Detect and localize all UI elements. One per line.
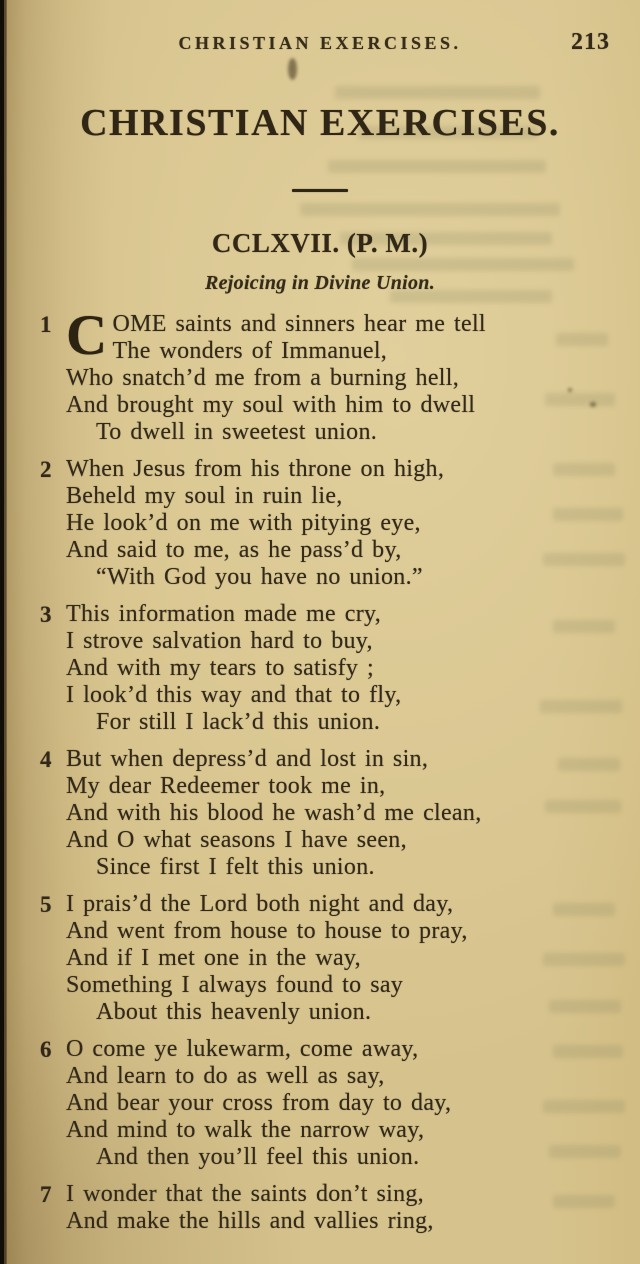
drop-cap: C (66, 304, 108, 367)
verse-line: When Jesus from his throne on high, (66, 456, 445, 482)
hymn-subtitle: Rejoicing in Divine Union. (204, 272, 436, 294)
verse (38, 891, 610, 1026)
verse-line: And then you’ll feel this union. (96, 1144, 420, 1170)
verses (38, 304, 610, 1245)
verse (38, 304, 610, 446)
verse-number: 3 (40, 602, 52, 627)
verse-line: “With God you have no union.” (96, 564, 423, 590)
verse (38, 746, 610, 881)
verse-line: O come ye lukewarm, come away, (66, 1036, 419, 1062)
verse-number: 5 (40, 892, 52, 917)
verse-lines (66, 456, 610, 591)
verse-line: To dwell in sweetest union. (96, 419, 378, 445)
verse-line: And with my tears to satisfy ; (66, 655, 374, 681)
verse-line: I strove salvation hard to buy, (66, 628, 373, 654)
verse-line: He look’d on me with pitying eye, (66, 510, 421, 536)
verse-line: Something I always found to say (66, 972, 404, 998)
verse-line: And with his blood he wash’d me clean, (66, 800, 482, 826)
verse-line: The wonders of Immanuel, (112, 338, 388, 364)
verse-line: OME saints and sinners hear me tell (112, 311, 486, 337)
title-divider-rule (292, 189, 348, 192)
verse-number: 6 (40, 1037, 52, 1062)
verse-line: And went from house to house to pray, (66, 918, 468, 944)
verse-lines (66, 1181, 610, 1235)
verse-lines (66, 746, 610, 881)
bleed-through-text-ghost (352, 258, 574, 271)
verse-number: 7 (40, 1182, 52, 1207)
verse-line: I wonder that the saints don’t sing, (66, 1181, 424, 1207)
verse-line: And make the hills and vallies ring, (66, 1208, 434, 1234)
verse (38, 456, 610, 591)
verse-lines (66, 1036, 610, 1171)
verse-line: This information made me cry, (66, 601, 382, 627)
verse-number: 4 (40, 747, 52, 772)
hymn-number-heading: CCLXVII. (P. M.) (211, 228, 429, 258)
page-number: 213 (571, 29, 610, 55)
verse (38, 1036, 610, 1171)
verse-line: But when depress’d and lost in sin, (66, 746, 429, 772)
verse-line: And brought my soul with him to dwell (66, 392, 476, 418)
verse-line: Beheld my soul in ruin lie, (66, 483, 343, 509)
verse-number: 2 (40, 457, 52, 482)
bleed-through-text-ghost (335, 86, 540, 99)
verse-lines (66, 601, 610, 736)
verse-line: And learn to do as well as say, (66, 1063, 385, 1089)
verse-lines (66, 891, 610, 1026)
verse-line: And mind to walk the narrow way, (66, 1117, 425, 1143)
ink-smudge (288, 58, 297, 80)
verse (38, 601, 610, 736)
bleed-through-text-ghost (328, 160, 546, 173)
verse-line: I prais’d the Lord both night and day, (66, 891, 454, 917)
verse-line: And O what seasons I have seen, (66, 827, 407, 853)
verse-line: And bear your cross from day to day, (66, 1090, 452, 1116)
verse-line: And if I met one in the way, (66, 945, 361, 971)
verse-line: Since first I felt this union. (96, 854, 375, 880)
verse-line: I look’d this way and that to fly, (66, 682, 402, 708)
page-title: CHRISTIAN EXERCISES. (80, 102, 560, 144)
verse-number: 1 (40, 312, 52, 337)
verse (38, 1181, 610, 1235)
verse-line: Who snatch’d me from a burning hell, (66, 365, 460, 391)
running-header: CHRISTIAN EXERCISES. (178, 33, 462, 53)
page-gutter-shadow (0, 0, 7, 1264)
bleed-through-text-ghost (300, 203, 560, 216)
verse-line: My dear Redeemer took me in, (66, 773, 386, 799)
verse-lines (66, 304, 610, 446)
verse-line: About this heavenly union. (96, 999, 372, 1025)
verse-line: And said to me, as he pass’d by, (66, 537, 402, 563)
verse-line: For still I lack’d this union. (96, 709, 381, 735)
